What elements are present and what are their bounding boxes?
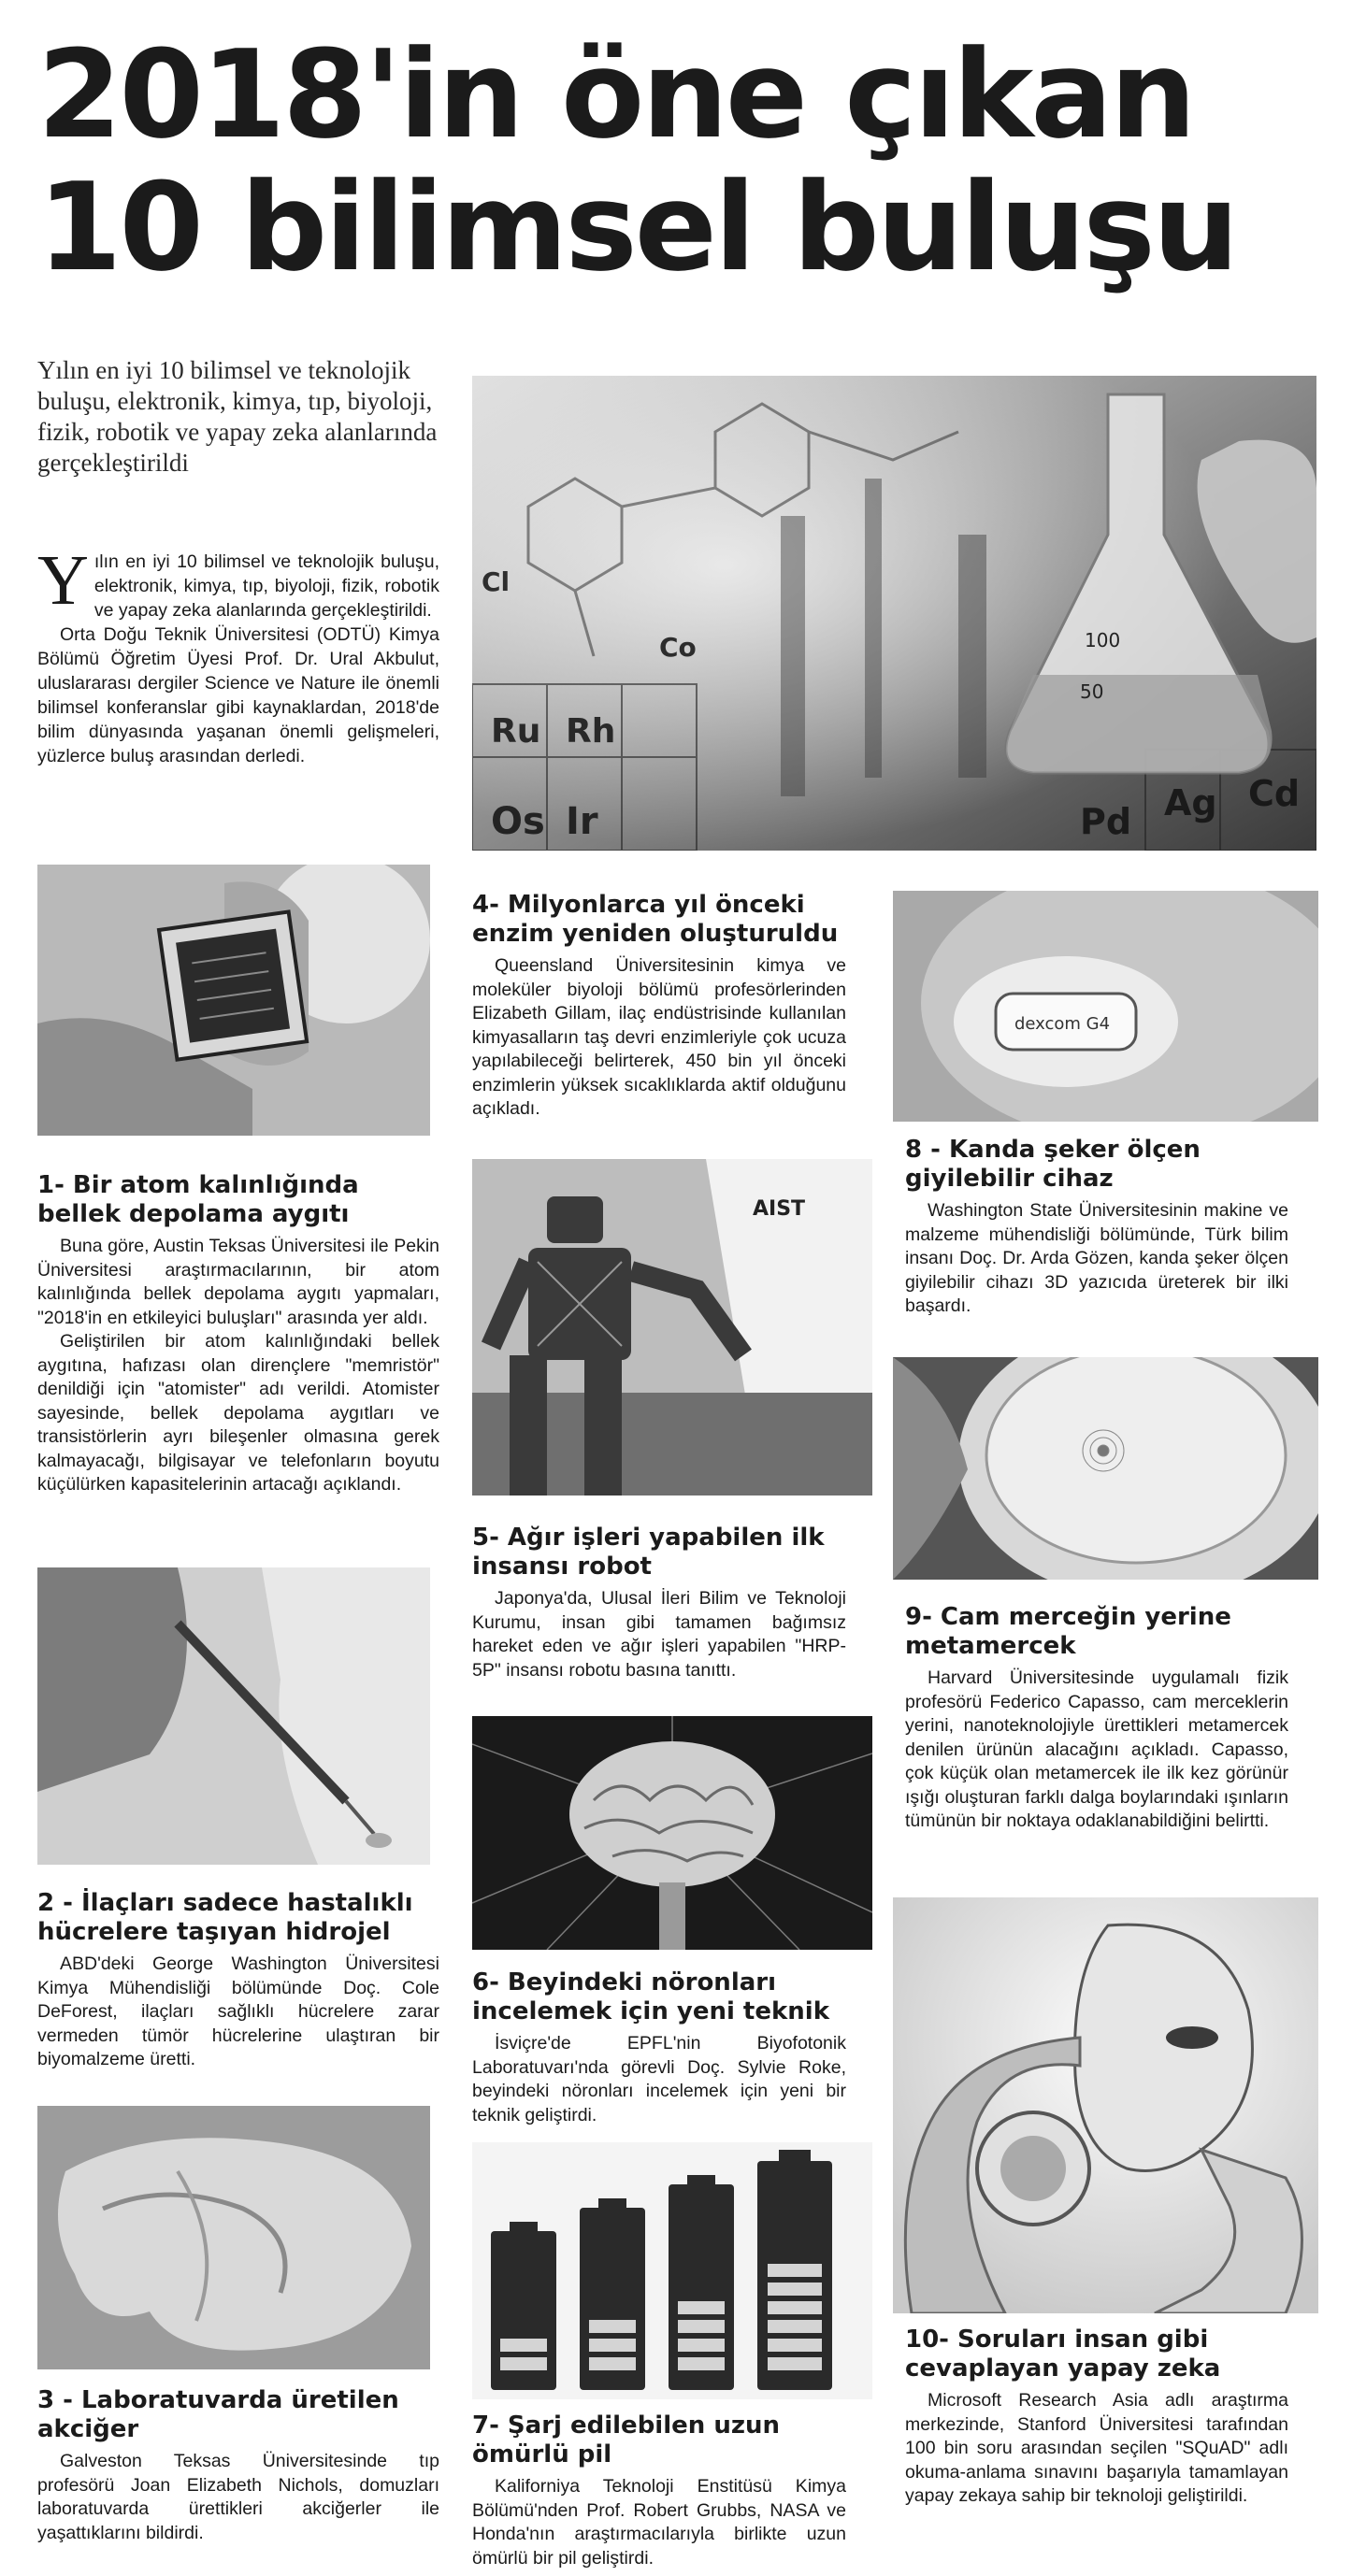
hero-element-label: Ir bbox=[566, 800, 598, 843]
beaker-mark: 50 bbox=[1080, 680, 1104, 703]
robot-logo: AIST bbox=[753, 1197, 806, 1221]
item-10-title: 10- Soruları insan gibi cevaplayan yapay zeka bbox=[905, 2326, 1221, 2383]
hero-element-label: Ru bbox=[491, 712, 541, 751]
item-5-paragraph: Japonya'da, Ulusal İleri Bilim ve Teknoloji Kurumu, insan gibi tamamen bağımsız hareket eden ve ağır işleri yapabilen "HRP-5P" insansı robotu basına tanıttı. bbox=[472, 1588, 846, 1681]
headline bbox=[37, 23, 1318, 298]
item-1 bbox=[37, 1171, 439, 1497]
item-3-paragraph: Galveston Teksas Üniversitesinde tıp profesörü Joan Elizabeth Nichols, domuzları laboratuvarda ürettikleri akciğerler ile yaşattıklarını bildirdi. bbox=[37, 2451, 439, 2543]
subhead: Yılın en iyi 10 bilimsel ve teknolojik buluşu, elektronik, kimya, tıp, biyoloji, fizik, robotik ve yapay zeka alanlarında gerçekleştirildi bbox=[37, 356, 438, 477]
sensor-brand: dexcom G4 bbox=[1014, 1014, 1111, 1034]
photo-ai-robot bbox=[893, 1897, 1318, 2313]
hero-element-label: Ag bbox=[1164, 782, 1217, 823]
item-2-paragraph: ABD'deki George Washington Üniversitesi Kimya Mühendisliği bölümünde Doç. Cole DeForest, ilaçları sağlıklı hücrelere zarar vermeden tümör hücrelerine ulaştıran bir biyomalzeme üretti. bbox=[37, 1953, 439, 2069]
hero-element-label: Cd bbox=[1248, 773, 1301, 814]
item-5 bbox=[472, 1524, 846, 1682]
item-7 bbox=[472, 2411, 846, 2570]
item-6-title: 6- Beyindeki nöronları incelemek için yeni teknik bbox=[472, 1968, 830, 2025]
item-9-paragraph: Harvard Üniversitesinde uygulamalı fizik profesörü Federico Capasso, cam merceklerin yerini, nanoteknolojiyle ürettikleri metamercek denilen ürünün alacağını açıkladı. Capasso, çok küçük olan metamercek ile ilk kez görünür ışığı oluşturan farklı dalga boylarındaki ışınların tümünün bir noktaya odaklanabildiğini belirtti. bbox=[905, 1667, 1288, 1831]
item-7-title: 7- Şarj edilebilen uzun ömürlü pil bbox=[472, 2411, 780, 2469]
headline-line-1: 2018'in öne çıkan bbox=[37, 23, 1194, 165]
item-5-title: 5- Ağır işleri yapabilen ilk insansı robot bbox=[472, 1524, 825, 1581]
photo-metalens bbox=[893, 1357, 1318, 1580]
photo-memory-chip bbox=[37, 865, 430, 1136]
photo-glucose-sensor bbox=[893, 891, 1318, 1122]
hero-element-label: Cl bbox=[482, 566, 511, 597]
item-2 bbox=[37, 1889, 439, 2072]
item-10-paragraph: Microsoft Research Asia adlı araştırma merkezinde, Stanford Üniversitesi tarafından 100 bin soru arasından seçilen "SQuAD" adlı okuma-anlama sınavını başarıyla tamamlayan yapay zekaya sahip bir teknoloji geliştirildi. bbox=[905, 2390, 1288, 2506]
item-4-title: 4- Milyonlarca yıl önceki enzim yeniden oluşturuldu bbox=[472, 891, 839, 948]
item-6 bbox=[472, 1968, 846, 2127]
hero-photo-beaker bbox=[472, 376, 1316, 851]
item-4 bbox=[472, 891, 846, 1122]
lead-paragraph-2: Orta Doğu Teknik Üniversitesi (ODTÜ) Kimya Bölümü Öğretim Üyesi Prof. Dr. Ural Akbulut, uluslararası dergiler Science ve Nature ile önemli bilimsel konferanslar gibi kaynaklardan, 2018'de bilim dünyasında yaşanan önemli gelişmeleri, yüzlerce buluş arasından derledi. bbox=[37, 624, 439, 766]
drop-cap: Y bbox=[37, 541, 89, 620]
item-3-title: 3 - Laboratuvarda üretilen akciğer bbox=[37, 2386, 399, 2443]
item-9 bbox=[905, 1603, 1288, 1834]
item-2-title: 2 - İlaçları sadece hastalıklı hücrelere taşıyan hidrojel bbox=[37, 1889, 413, 1946]
item-8 bbox=[905, 1136, 1288, 1319]
photo-lab-lung bbox=[37, 2106, 430, 2369]
item-9-title: 9- Cam merceğin yerine metamercek bbox=[905, 1603, 1231, 1660]
item-8-title: 8 - Kanda şeker ölçen giyilebilir cihaz bbox=[905, 1136, 1201, 1193]
headline-line-2: 10 bilimsel buluşu bbox=[37, 156, 1237, 298]
photo-hydrogel-pipette bbox=[37, 1567, 430, 1865]
lead-text bbox=[37, 541, 439, 768]
item-4-paragraph: Queensland Üniversitesinin kimya ve moleküler biyoloji bölümü profesörlerinden Elizabeth Gillam, ilaç endüstrisinde kullanılan kimyasalların taş devri enzimleriyle çok ucuza yapılabileceği belirterek, 450 bin yıl önceki enzimlerin yüksek sıcaklıklarda aktif olduğunu açıkladı. bbox=[472, 955, 846, 1119]
item-6-paragraph: İsviçre'de EPFL'nin Biyofotonik Laboratuvarı'nda görevli Doç. Sylvie Roke, beyindeki nöronları incelemek için yeni bir teknik geliştirdi. bbox=[472, 2033, 846, 2125]
photo-batteries bbox=[472, 2142, 872, 2399]
hero-element-label: Co bbox=[659, 632, 697, 663]
beaker-mark: 100 bbox=[1085, 629, 1121, 651]
item-1-title: 1- Bir atom kalınlığında bellek depolama aygıtı bbox=[37, 1171, 359, 1228]
item-1-paragraph: Buna göre, Austin Teksas Üniversitesi ile Pekin Üniversitesi araştırmacılarının, bir atom kalınlığında bellek depolama aygıtı yapmaları, "2018'in en etkileyici buluşları" arasında yer aldı. bbox=[37, 1236, 439, 1328]
lead-paragraph-1: ılın en iyi 10 bilimsel ve teknolojik buluşu, elektronik, kimya, tıp, biyoloji, fizik, robotik ve yapay zeka alanlarında gerçekleştirildi. bbox=[93, 551, 439, 621]
item-1-paragraph: Geliştirilen bir atom kalınlığındaki bellek aygıtına, hafızası olan dirençlere "memristör" denildiği için "atomister" adı verildi. Atomister sayesinde, bellek depolama aygıtları ve transistörlerin ayrı bileşenler olmasına gerek kalmayacağı, bilgisayar ve telefonların boyutu küçülürken kapasitelerinin artacağı açıklandı. bbox=[37, 1331, 439, 1495]
photo-brain-neurons bbox=[472, 1716, 872, 1950]
hero-element-label: Os bbox=[491, 800, 545, 843]
item-8-paragraph: Washington State Üniversitesinin makine ve malzeme mühendisliği bölümünde, Türk bilim insanı Doç. Dr. Arda Gözen, kanda şeker ölçen giyilebilir cihazı 3D yazıcıda üreterek bir ilki başardı. bbox=[905, 1200, 1288, 1316]
hero-element-label: Pd bbox=[1080, 801, 1132, 842]
item-7-paragraph: Kaliforniya Teknoloji Enstitüsü Kimya Bölümü'nden Prof. Robert Grubbs, NASA ve Honda'nın araştırmacılarıyla birlikte uzun ömürlü bir pil geliştirdi. bbox=[472, 2476, 846, 2569]
item-3 bbox=[37, 2386, 439, 2545]
hero-element-label: Rh bbox=[566, 712, 616, 751]
item-10 bbox=[905, 2326, 1288, 2509]
photo-humanoid-robot bbox=[472, 1159, 872, 1496]
